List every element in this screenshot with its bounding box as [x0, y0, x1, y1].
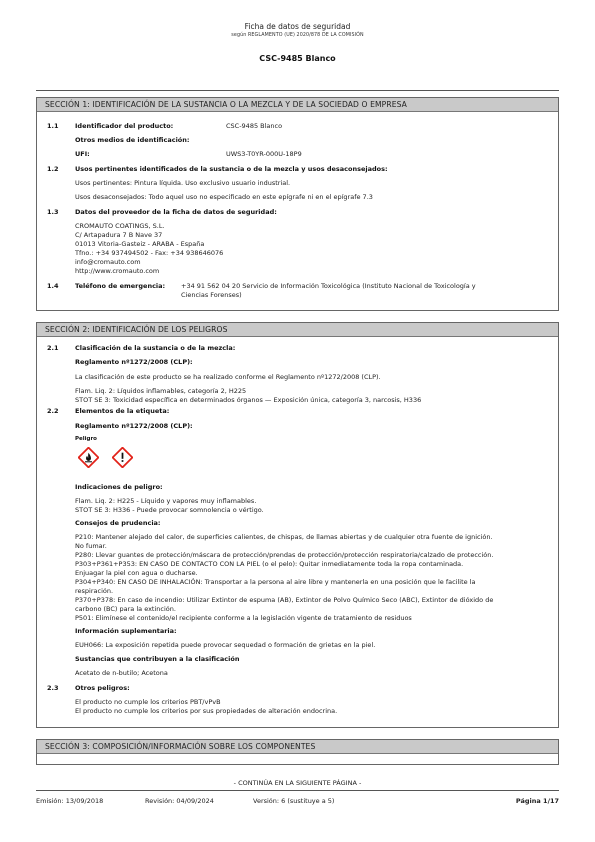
regulation-subtitle: según REGLAMENTO (UE) 2020/878 DE LA COMISIÓN [231, 33, 364, 38]
supplementary-info-text: EUH066: La exposición repetida puede provocar sequedad o formación de grietas en la piel. [75, 641, 376, 649]
clp-regulation-label: Reglamento nº1272/2008 (CLP): [75, 422, 193, 430]
other-hazard-line: El producto no cumple los criterios por sus propiedades de alteración endocrina. [75, 707, 338, 715]
section-2 [36, 322, 559, 728]
product-name: CSC-9485 Blanco [259, 54, 336, 63]
signal-word: Peligro [75, 436, 97, 442]
s1-1-label: Identificador del producto: [75, 122, 174, 130]
precautionary-line: respiración. [75, 587, 114, 595]
precautionary-label: Consejos de prudencia: [75, 519, 161, 527]
classification-line: Flam. Liq. 2: Líquidos inflamables, categoría 2, H225 [75, 387, 247, 395]
section-2-heading: SECCIÓN 2: IDENTIFICACIÓN DE LOS PELIGROS [37, 323, 558, 337]
s2-2-label: Elementos de la etiqueta: [75, 407, 170, 415]
document-title: Ficha de datos de seguridad [244, 22, 351, 31]
s1-4-label: Teléfono de emergencia: [75, 282, 166, 290]
supplier-line: CROMAUTO COATINGS, S.L. [75, 222, 165, 230]
supplementary-info-label: Información suplementaria: [75, 627, 177, 635]
version: Versión: 6 (sustituye a 5) [253, 797, 335, 805]
supplier-line: Tfno.: +34 937494502 - Fax: +34 938646076 [75, 249, 224, 257]
s1-2-label: Usos pertinentes identificados de la sustancia o de la mezcla y usos desaconsejados: [75, 165, 388, 173]
precautionary-line: P303+P361+P353: EN CASO DE CONTACTO CON LA PIEL (o el pelo): Quitar inmediatamente toda la ropa contaminada. [75, 560, 464, 568]
exclamation-pictogram-icon [112, 447, 133, 468]
s1-1-value: CSC-9485 Blanco [226, 122, 283, 130]
classification-line: STOT SE 3: Toxicidad específica en determinados órganos — Exposición única, categoría 3, narcosis, H336 [75, 396, 422, 404]
other-hazard-line: El producto no cumple los criterios PBT/vPvB [75, 698, 221, 706]
section-3-heading: SECCIÓN 3: COMPOSICIÓN/INFORMACIÓN SOBRE LOS COMPONENTES [37, 740, 558, 754]
clp-text: La clasificación de este producto se ha realizado conforme el Reglamento nº1272/2008 (CLP). [75, 373, 381, 381]
precautionary-line: P210: Mantener alejado del calor, de superficies calientes, de chispas, de llamas abiertas y de cualquier otra fuente de ignición. [75, 533, 493, 541]
s1-2-number: 1.2 [47, 165, 59, 173]
s2-2-number: 2.2 [47, 407, 59, 415]
contributing-substances-label: Sustancias que contribuyen a la clasificación [75, 655, 240, 663]
hazard-statement: Flam. Liq. 2: H225 - Líquido y vapores muy inflamables. [75, 497, 257, 505]
emergency-phone-cont: Ciencias Forenses) [181, 291, 242, 299]
not-uses-text: Usos desaconsejados: Todo aquel uso no especificado en este epígrafe ni en el epígrafe 7.3 [75, 193, 373, 201]
precautionary-line: No fumar. [75, 542, 107, 550]
s2-3-number: 2.3 [47, 684, 59, 692]
header-divider [36, 90, 559, 91]
supplier-email[interactable]: info@cromauto.com [75, 258, 141, 266]
s2-3-label: Otros peligros: [75, 684, 130, 692]
precautionary-line: carbono (BC) para la extinción. [75, 605, 176, 613]
hazard-statements-label: Indicaciones de peligro: [75, 483, 163, 491]
issue-date: Emisión: 13/09/2018 [36, 797, 104, 805]
emergency-phone: +34 91 562 04 20 Servicio de Información Toxicológica (Instituto Nacional de Toxicología y [181, 282, 476, 290]
s2-1-label: Clasificación de la sustancia o de la mezcla: [75, 344, 236, 352]
precautionary-line: Enjuagar la piel con agua o ducharse. [75, 569, 198, 577]
uses-text: Usos pertinentes: Pintura líquida. Uso exclusivo usuario industrial. [75, 179, 291, 187]
hazard-statement: STOT SE 3: H336 - Puede provocar somnolencia o vértigo. [75, 506, 264, 514]
supplier-line: 01013 Vitoria-Gasteiz - ARABA - España [75, 240, 205, 248]
s1-1-number: 1.1 [47, 122, 59, 130]
s1-3-label: Datos del proveedor de la ficha de datos de seguridad: [75, 208, 277, 216]
section-1 [36, 97, 559, 311]
section-1-heading: SECCIÓN 1: IDENTIFICACIÓN DE LA SUSTANCIA O LA MEZCLA Y DE LA SOCIEDAD O EMPRESA [37, 98, 558, 112]
ufi-label: UFI: [75, 150, 90, 158]
footer-divider [36, 790, 559, 791]
precautionary-line: P501: Elimínese el contenido/el recipiente conforme a la legislación vigente de tratamiento de residuos [75, 614, 412, 622]
ufi-value: UWS3-T0YR-000U-18P9 [226, 150, 302, 158]
continues-notice: - CONTINÚA EN LA SIGUIENTE PÁGINA - [233, 779, 362, 787]
other-id-label: Otros medios de identificación: [75, 136, 190, 144]
precautionary-line: P370+P378: En caso de incendio: Utilizar Extintor de espuma (AB), Extintor de Polvo Químico Seco (ABC), Extintor de dióxido de [75, 596, 494, 604]
s1-4-number: 1.4 [47, 282, 59, 290]
page-number: Página 1/17 [515, 797, 559, 805]
s1-3-number: 1.3 [47, 208, 59, 216]
contributing-substances-text: Acetato de n-butilo; Acetona [75, 669, 168, 677]
supplier-website[interactable]: http://www.cromauto.com [75, 267, 160, 275]
flame-pictogram-icon [78, 447, 99, 468]
clp-regulation-label: Reglamento nº1272/2008 (CLP): [75, 358, 193, 366]
supplier-line: C/ Artapadura 7 B Nave 37 [75, 231, 163, 239]
precautionary-line: P304+P340: EN CASO DE INHALACIÓN: Transportar a la persona al aire libre y mantenerla en una posición que le facilite la [75, 578, 476, 586]
s2-1-number: 2.1 [47, 344, 59, 352]
revision-date: Revisión: 04/09/2024 [145, 797, 214, 805]
precautionary-line: P280: Llevar guantes de protección/máscara de protección/prendas de protección/protección respiratoria/calzado de protección. [75, 551, 494, 559]
section-3 [36, 739, 559, 765]
